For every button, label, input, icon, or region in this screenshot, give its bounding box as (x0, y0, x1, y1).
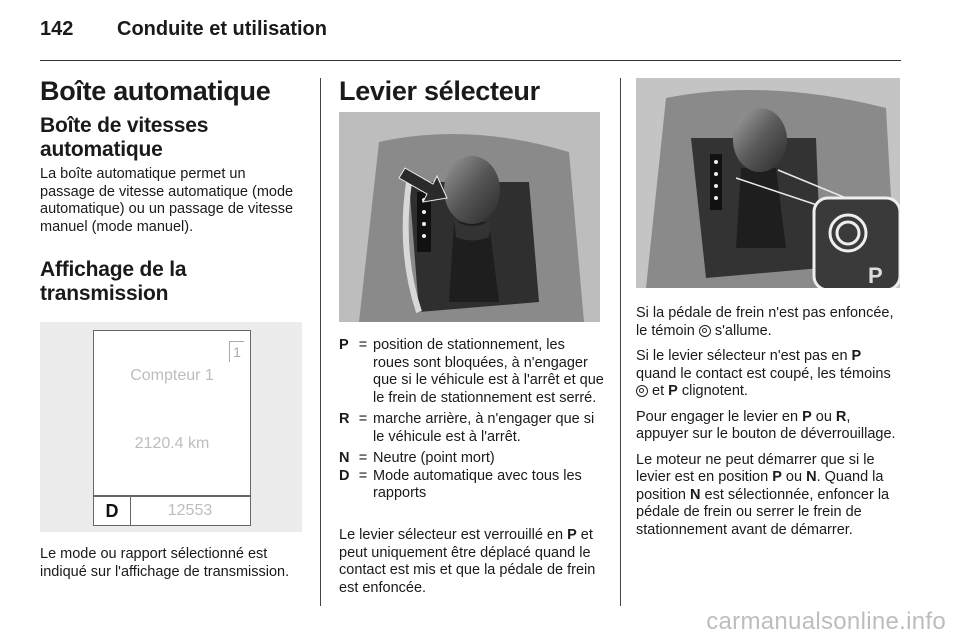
lock-paragraph (339, 527, 605, 597)
position-n: N (806, 469, 817, 485)
definition-key: P (339, 337, 349, 353)
selector-lever-heading: Levier sélecteur (339, 76, 540, 106)
page-heading: Boîte automatique (40, 76, 271, 106)
counter-label: Compteur 1 (130, 367, 214, 384)
definition-equals: = (358, 450, 368, 466)
position-p: P (802, 408, 812, 425)
definition-text: position de stationnement, les roues sont bloquées, à n'engager que si le véhicule est à l'arrêt et que le frein de stationnement est serré. (373, 337, 604, 406)
text: Si la pédale de frein n'est pas enfoncée, le témoin (636, 305, 894, 339)
text: quand le contact est coupé, les témoins (636, 365, 891, 382)
text: ou (811, 408, 836, 425)
ignition-off-paragraph (636, 348, 902, 401)
engine-start-paragraph (636, 452, 902, 540)
display-caption: Le mode ou rapport sélectionné est indiqué sur l'affichage de transmission. (40, 546, 290, 580)
definition-equals: = (358, 411, 368, 427)
section-title: Conduite et utilisation (117, 18, 327, 40)
position-p: P (851, 348, 862, 364)
counter-indicator-icon: 1 (229, 341, 244, 362)
text: clignotent. (677, 383, 748, 399)
position-p: P (668, 383, 678, 399)
header-rule (40, 60, 901, 61)
definition-d (339, 468, 605, 503)
lock-position: P (567, 527, 577, 543)
text: ou (781, 469, 807, 485)
brake-warning-photo (636, 78, 900, 288)
brake-pedal-paragraph (636, 305, 902, 340)
definition-text: Mode automatique avec tous les rapports (373, 467, 582, 501)
distance-reading: 2120.4 km (134, 435, 210, 452)
gear-indicator: D (94, 496, 131, 526)
gear-lever-image (339, 112, 600, 322)
text: et (648, 383, 669, 399)
selector-lever-photo (339, 112, 600, 322)
definition-text: marche arrière, à n'engager que si le véhicule est à l'arrêt. (373, 411, 595, 445)
text: . Quand la position (636, 469, 884, 503)
lever-closeup-image (636, 78, 900, 288)
odometer-reading: 12553 (167, 502, 213, 519)
definition-key: N (339, 450, 350, 466)
position-p: P (772, 469, 782, 485)
text: Si le levier sélecteur n'est pas en (636, 348, 852, 364)
brake-warning-icon (699, 325, 711, 337)
display-frame (93, 330, 251, 526)
text: s'allume. (710, 322, 772, 339)
position-n: N (690, 486, 701, 503)
definition-equals: = (358, 467, 368, 484)
position-definitions (339, 337, 605, 503)
text: , appuyer sur le bouton de déverrouillage. (636, 408, 896, 442)
definition-key: R (339, 411, 350, 427)
position-r: R (835, 408, 847, 425)
definition-text: Neutre (point mort) (373, 450, 495, 466)
page-number: 142 (40, 18, 74, 40)
definition-n (339, 450, 605, 468)
text: est sélectionnée, enfoncer la pédale de frein ou serrer le frein de stationnement avant de démarrer. (636, 486, 890, 538)
subheading-display: Affichage de la transmission (40, 258, 187, 305)
column-divider-1 (320, 78, 321, 606)
unlock-button-paragraph (636, 409, 902, 444)
column-divider-2 (620, 78, 621, 606)
text: Le moteur ne peut démarrer que si le levier est en position (636, 451, 875, 485)
intro-paragraph: La boîte automatique permet un passage de vitesse automatique (mode automatique) ou un passage de vitesse manuel (mode manuel). (40, 166, 294, 235)
brake-warning-icon (636, 385, 648, 397)
text: Pour engager le levier en (636, 408, 803, 425)
watermark: carmanualsonline.info (706, 608, 946, 635)
definition-equals: = (358, 337, 368, 353)
col3-text (636, 305, 902, 539)
transmission-display-illustration (40, 322, 302, 532)
col1-content (40, 76, 302, 306)
lock-text-2: et peut uniquement être déplacé quand le contact est mis et que la pédale de frein est enfoncée. (339, 527, 596, 596)
lock-text: Le levier sélecteur est verrouillé en (339, 527, 568, 543)
definition-r (339, 411, 605, 446)
definition-key: D (339, 467, 350, 484)
subheading-gearbox: Boîte de vitesses automatique (40, 114, 209, 161)
svg-text:P: P (868, 263, 883, 288)
definition-p (339, 337, 605, 407)
